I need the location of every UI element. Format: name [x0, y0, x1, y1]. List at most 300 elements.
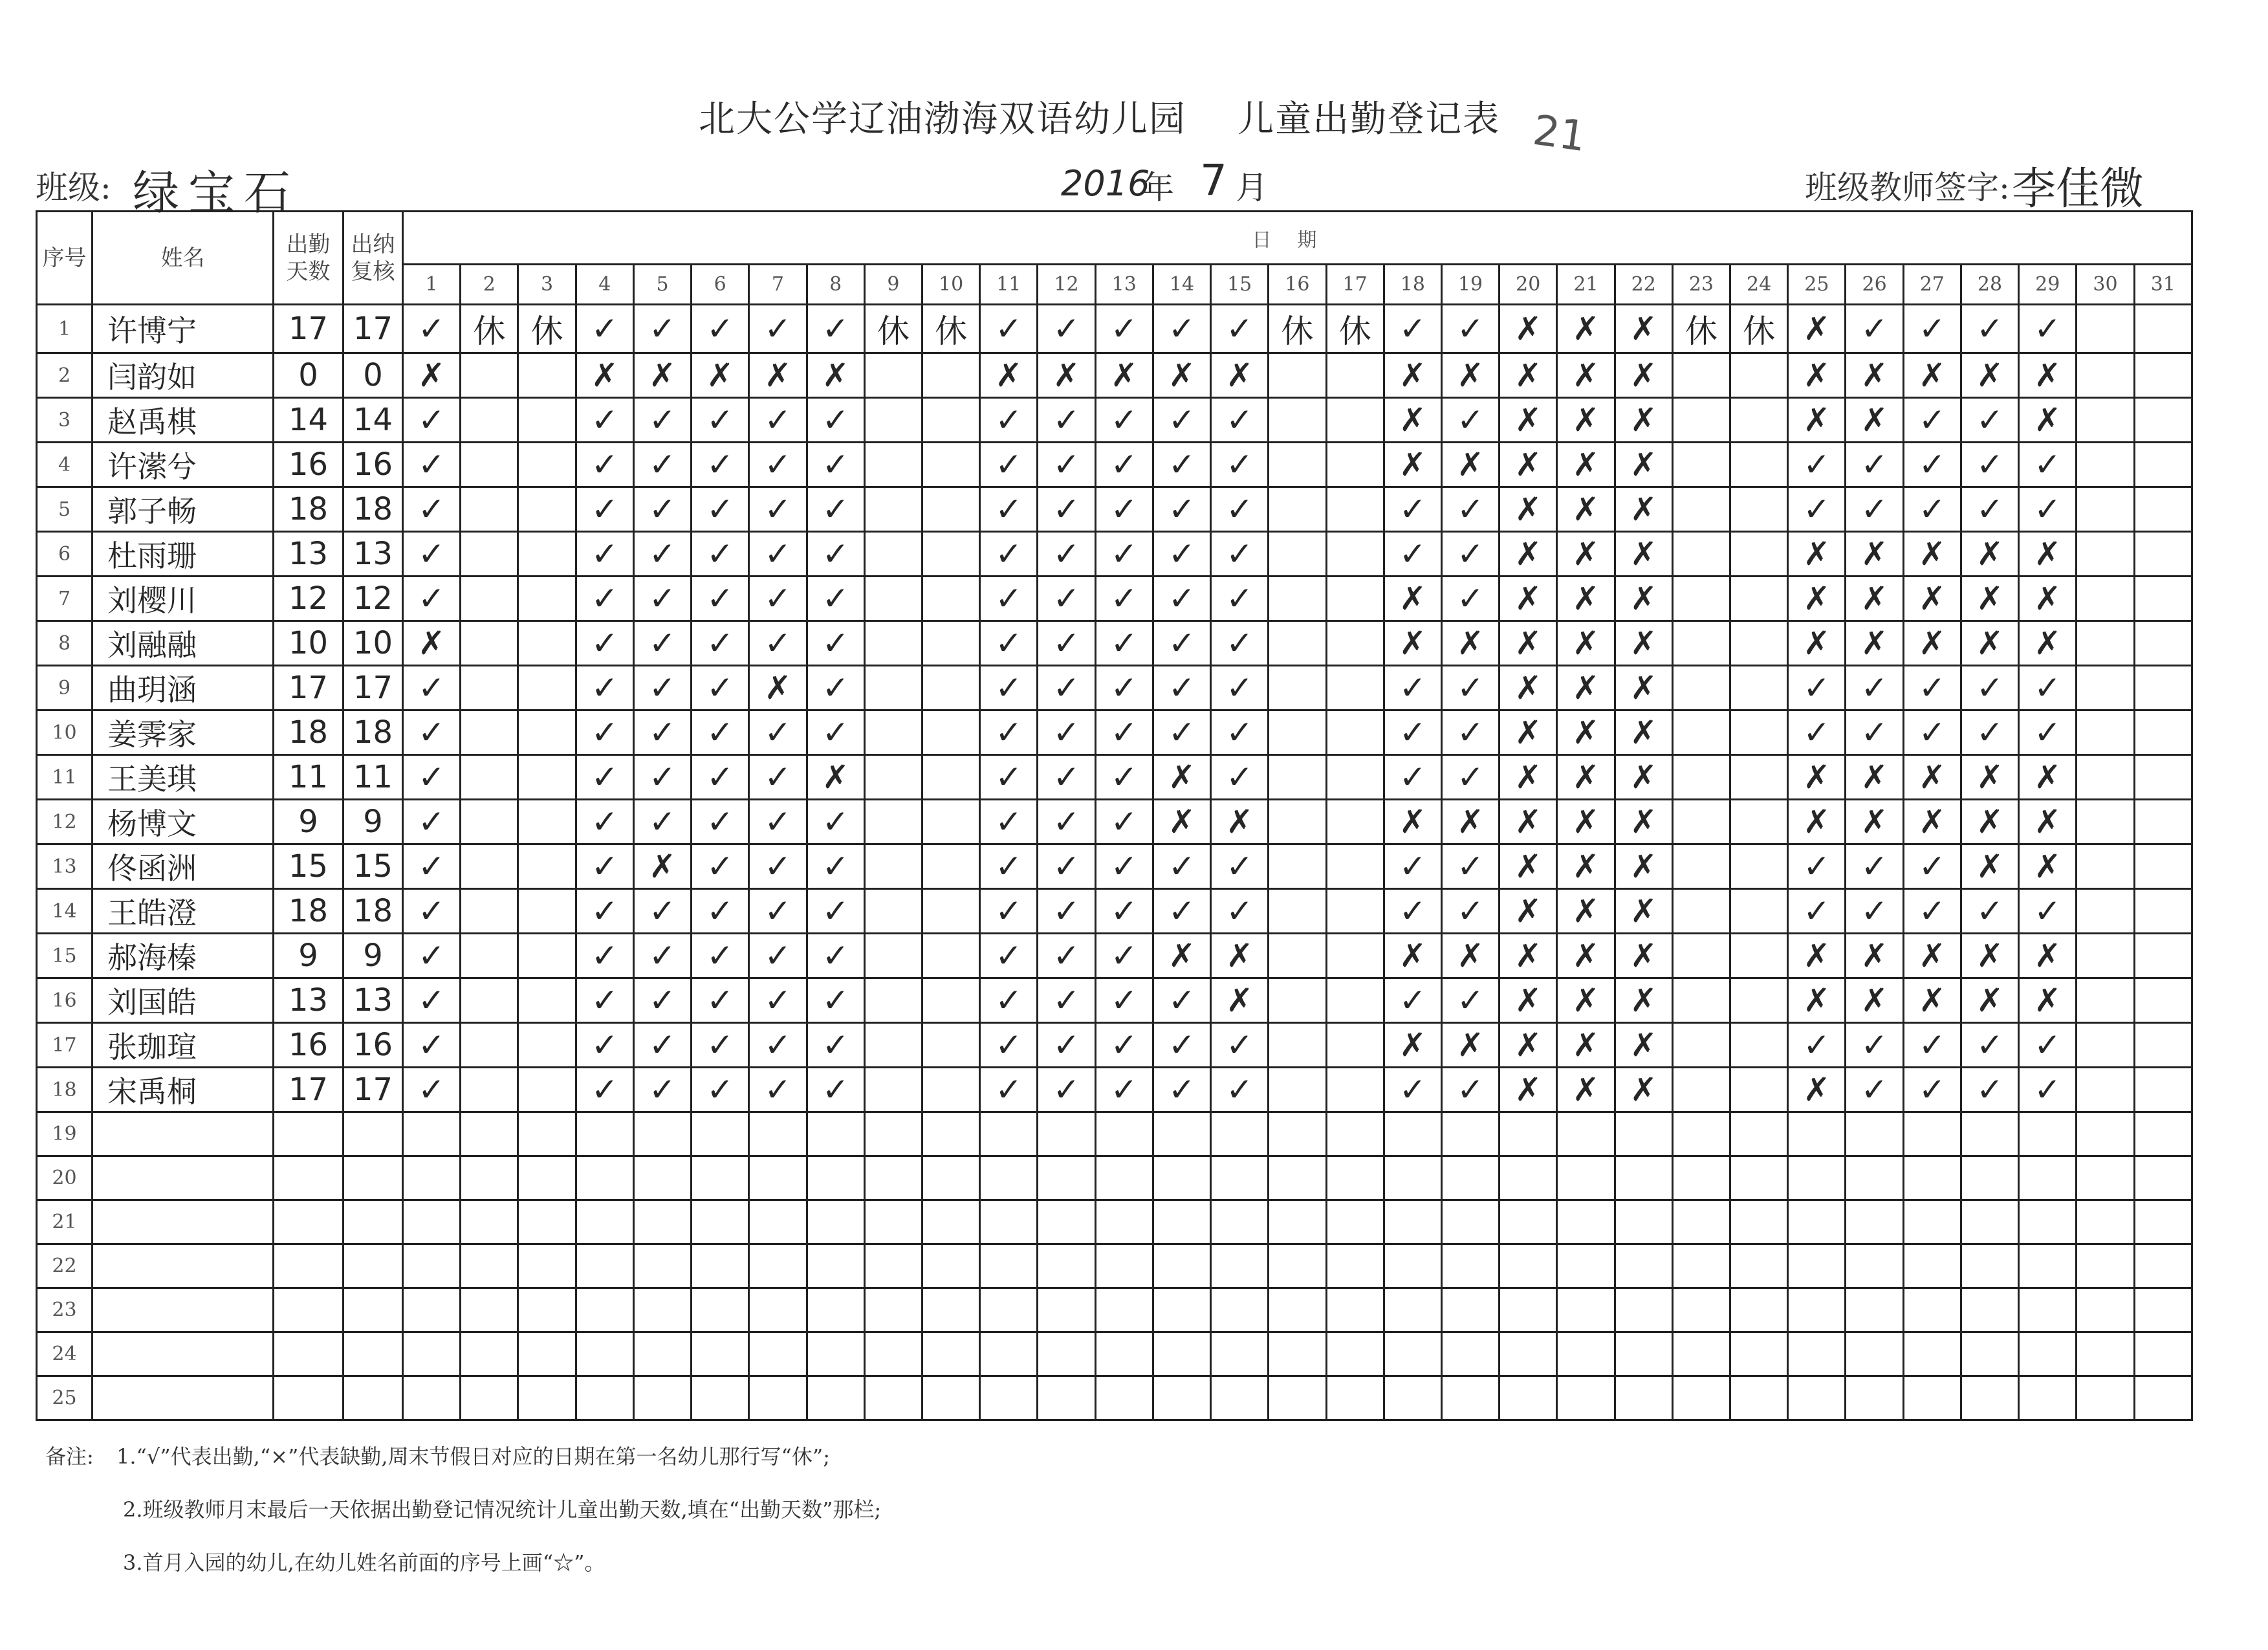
present-mark: ✓	[980, 621, 1038, 666]
day-cell	[864, 755, 922, 800]
absent-mark: ✗	[1441, 621, 1499, 666]
day-cell	[1441, 1112, 1499, 1156]
day-cell	[1038, 1376, 1095, 1420]
attend-days-value	[274, 1288, 343, 1332]
absent-mark: ✗	[1499, 1068, 1557, 1112]
day-cell	[1269, 532, 1326, 577]
day-cell	[1730, 1112, 1788, 1156]
present-mark: ✓	[1095, 1023, 1153, 1068]
absent-mark: ✗	[1557, 398, 1615, 443]
day-cell	[922, 487, 979, 532]
day-cell	[461, 1244, 518, 1288]
present-mark: ✓	[807, 1023, 864, 1068]
attend-days-value	[274, 1244, 343, 1288]
row-seq: 14	[37, 889, 93, 934]
present-mark: ✓	[403, 577, 461, 621]
day-cell	[1269, 978, 1326, 1023]
child-name	[93, 1156, 274, 1200]
day-cell	[1961, 1112, 2018, 1156]
day-cell	[1730, 577, 1788, 621]
present-mark: ✓	[1846, 710, 1903, 755]
day-cell	[1499, 1332, 1557, 1376]
day-cell	[1326, 1376, 1384, 1420]
day-cell	[461, 1156, 518, 1200]
child-name	[93, 1244, 274, 1288]
cashier-check-value	[343, 1200, 403, 1244]
day-cell	[1326, 1156, 1384, 1200]
attend-days-value: 18	[274, 710, 343, 755]
day-cell	[461, 621, 518, 666]
present-mark: ✓	[403, 443, 461, 487]
present-mark: ✓	[1846, 666, 1903, 710]
child-name: 许博宁	[93, 305, 274, 353]
attend-days-value: 13	[274, 532, 343, 577]
day-cell	[1557, 1244, 1615, 1288]
day-cell	[864, 353, 922, 398]
present-mark: ✓	[633, 532, 691, 577]
day-cell	[2077, 398, 2134, 443]
present-mark: ✓	[1903, 889, 1961, 934]
day-cell	[1038, 1200, 1095, 1244]
table-row	[37, 305, 2192, 353]
day-cell	[461, 398, 518, 443]
cashier-check-value: 16	[343, 1023, 403, 1068]
day-header: 11	[980, 265, 1038, 305]
absent-mark: ✗	[1557, 305, 1615, 353]
day-cell	[1730, 978, 1788, 1023]
row-seq: 12	[37, 800, 93, 844]
absent-mark: ✗	[1499, 666, 1557, 710]
present-mark: ✓	[980, 755, 1038, 800]
day-cell	[1730, 398, 1788, 443]
day-cell	[633, 1156, 691, 1200]
day-cell	[633, 1244, 691, 1288]
day-cell	[1095, 1288, 1153, 1332]
present-mark: ✓	[807, 889, 864, 934]
cashier-check-value: 17	[343, 305, 403, 353]
day-cell	[461, 889, 518, 934]
day-cell	[2134, 1112, 2192, 1156]
absent-mark: ✗	[1615, 934, 1672, 978]
attend-days-value: 13	[274, 978, 343, 1023]
day-cell	[1441, 1376, 1499, 1420]
child-name: 刘国皓	[93, 978, 274, 1023]
day-cell	[1672, 487, 1730, 532]
day-cell	[980, 1200, 1038, 1244]
table-row	[37, 1244, 2192, 1288]
present-mark: ✓	[980, 666, 1038, 710]
day-cell	[864, 1332, 922, 1376]
teacher-signature-label: 班级教师签字:	[1805, 169, 2010, 206]
absent-mark: ✗	[1557, 577, 1615, 621]
present-mark: ✓	[692, 755, 749, 800]
absent-mark: ✗	[1961, 800, 2018, 844]
day-cell	[692, 1112, 749, 1156]
attend-days-value	[274, 1200, 343, 1244]
header-cashier-check	[343, 212, 403, 305]
absent-mark: ✗	[1615, 889, 1672, 934]
day-cell	[1903, 1376, 1961, 1420]
attendance-table	[36, 210, 2193, 1421]
present-mark: ✓	[1038, 305, 1095, 353]
child-name: 佟函洲	[93, 844, 274, 889]
day-cell	[576, 1200, 633, 1244]
absent-mark: ✗	[1615, 577, 1672, 621]
present-mark: ✓	[692, 800, 749, 844]
day-cell	[576, 1156, 633, 1200]
day-cell	[1846, 1200, 1903, 1244]
day-header: 27	[1903, 265, 1961, 305]
absent-mark: ✗	[1441, 443, 1499, 487]
day-cell	[749, 1376, 807, 1420]
present-mark: ✓	[403, 487, 461, 532]
absent-mark: ✗	[1903, 934, 1961, 978]
day-header: 10	[922, 265, 979, 305]
absent-mark: ✗	[1441, 800, 1499, 844]
present-mark: ✓	[692, 1068, 749, 1112]
table-row	[37, 889, 2192, 934]
day-cell	[1211, 1156, 1269, 1200]
present-mark: ✓	[633, 487, 691, 532]
day-cell	[864, 487, 922, 532]
day-cell	[1095, 1112, 1153, 1156]
day-cell	[1730, 1200, 1788, 1244]
day-cell	[1961, 1200, 2018, 1244]
day-cell	[2077, 353, 2134, 398]
day-cell	[1730, 1376, 1788, 1420]
day-cell	[864, 710, 922, 755]
day-cell	[1672, 621, 1730, 666]
day-cell	[749, 1200, 807, 1244]
day-cell	[1441, 1200, 1499, 1244]
day-cell	[1326, 353, 1384, 398]
table-row	[37, 487, 2192, 532]
table-row	[37, 844, 2192, 889]
present-mark: ✓	[403, 305, 461, 353]
day-cell	[1326, 666, 1384, 710]
present-mark: ✓	[692, 844, 749, 889]
day-cell	[1557, 1200, 1615, 1244]
absent-mark: ✗	[1499, 755, 1557, 800]
day-cell	[1903, 1112, 1961, 1156]
absent-mark: ✗	[1499, 443, 1557, 487]
day-cell	[1672, 1068, 1730, 1112]
present-mark: ✓	[980, 1068, 1038, 1112]
cashier-check-value: 9	[343, 934, 403, 978]
present-mark: ✓	[1384, 889, 1441, 934]
day-cell	[2077, 1112, 2134, 1156]
attend-days-value: 15	[274, 844, 343, 889]
day-cell	[1326, 800, 1384, 844]
day-cell	[1153, 1156, 1210, 1200]
day-cell	[1326, 1332, 1384, 1376]
absent-mark: ✗	[1153, 800, 1210, 844]
child-name: 曲玥涵	[93, 666, 274, 710]
present-mark: ✓	[1211, 487, 1269, 532]
absent-mark: ✗	[1211, 978, 1269, 1023]
present-mark: ✓	[576, 755, 633, 800]
present-mark: ✓	[1846, 844, 1903, 889]
absent-mark: ✗	[1499, 532, 1557, 577]
row-seq: 18	[37, 1068, 93, 1112]
day-cell	[633, 1332, 691, 1376]
present-mark: ✓	[1038, 755, 1095, 800]
day-header: 3	[518, 265, 576, 305]
present-mark: ✓	[749, 1068, 807, 1112]
present-mark: ✓	[1846, 889, 1903, 934]
day-cell	[1153, 1376, 1210, 1420]
day-cell	[1499, 1112, 1557, 1156]
present-mark: ✓	[807, 487, 864, 532]
absent-mark: ✗	[1038, 353, 1095, 398]
child-name: 王美琪	[93, 755, 274, 800]
present-mark: ✓	[2019, 443, 2077, 487]
day-cell	[1961, 1156, 2018, 1200]
attend-days-value: 11	[274, 755, 343, 800]
present-mark: ✓	[807, 398, 864, 443]
row-seq: 10	[37, 710, 93, 755]
absent-mark: ✗	[1441, 1023, 1499, 1068]
day-cell	[1153, 1112, 1210, 1156]
present-mark: ✓	[1384, 710, 1441, 755]
header-date: 日期	[403, 212, 2192, 265]
day-cell	[2077, 443, 2134, 487]
day-cell	[2019, 1288, 2077, 1332]
present-mark: ✓	[576, 710, 633, 755]
present-mark: ✓	[980, 398, 1038, 443]
absent-mark: ✗	[1788, 532, 1846, 577]
day-header: 14	[1153, 265, 1210, 305]
day-cell	[518, 710, 576, 755]
day-cell	[807, 1332, 864, 1376]
present-mark: ✓	[749, 487, 807, 532]
day-cell	[461, 1068, 518, 1112]
absent-mark: ✗	[1903, 978, 1961, 1023]
day-cell	[403, 1332, 461, 1376]
day-cell	[1672, 1244, 1730, 1288]
present-mark: ✓	[1038, 1023, 1095, 1068]
day-cell	[1384, 1156, 1441, 1200]
day-cell	[1672, 1376, 1730, 1420]
child-name: 杜雨珊	[93, 532, 274, 577]
day-cell	[1846, 1288, 1903, 1332]
present-mark: ✓	[403, 1023, 461, 1068]
present-mark: ✓	[1441, 755, 1499, 800]
day-cell	[1269, 353, 1326, 398]
row-seq: 20	[37, 1156, 93, 1200]
present-mark: ✓	[692, 621, 749, 666]
absent-mark: ✗	[1846, 934, 1903, 978]
absent-mark: ✗	[1961, 934, 2018, 978]
day-cell	[1557, 1376, 1615, 1420]
present-mark: ✓	[1441, 305, 1499, 353]
present-mark: ✓	[1095, 532, 1153, 577]
present-mark: ✓	[1961, 710, 2018, 755]
absent-mark: ✗	[1615, 666, 1672, 710]
day-header: 4	[576, 265, 633, 305]
rest-mark: 休	[1672, 305, 1730, 353]
day-cell	[922, 1023, 979, 1068]
rest-mark: 休	[864, 305, 922, 353]
day-header: 16	[1269, 265, 1326, 305]
day-cell	[980, 1288, 1038, 1332]
present-mark: ✓	[1211, 844, 1269, 889]
day-header: 25	[1788, 265, 1846, 305]
absent-mark: ✗	[1211, 800, 1269, 844]
present-mark: ✓	[749, 800, 807, 844]
present-mark: ✓	[576, 577, 633, 621]
absent-mark: ✗	[1557, 800, 1615, 844]
child-name	[93, 1200, 274, 1244]
present-mark: ✓	[1211, 305, 1269, 353]
day-cell	[807, 1156, 864, 1200]
attend-days-value: 9	[274, 800, 343, 844]
present-mark: ✓	[1788, 844, 1846, 889]
rest-mark: 休	[461, 305, 518, 353]
day-cell	[1211, 1288, 1269, 1332]
present-mark: ✓	[980, 1023, 1038, 1068]
day-cell	[692, 1332, 749, 1376]
present-mark: ✓	[1038, 398, 1095, 443]
absent-mark: ✗	[1846, 532, 1903, 577]
day-cell	[461, 577, 518, 621]
day-cell	[461, 1332, 518, 1376]
attend-days-value	[274, 1376, 343, 1420]
present-mark: ✓	[1961, 889, 2018, 934]
day-cell	[518, 978, 576, 1023]
day-cell	[2077, 577, 2134, 621]
present-mark: ✓	[749, 934, 807, 978]
present-mark: ✓	[1095, 710, 1153, 755]
absent-mark: ✗	[1788, 978, 1846, 1023]
present-mark: ✓	[633, 800, 691, 844]
day-cell	[1672, 577, 1730, 621]
attend-days-value: 12	[274, 577, 343, 621]
day-cell	[2134, 800, 2192, 844]
absent-mark: ✗	[1788, 305, 1846, 353]
absent-mark: ✗	[1615, 978, 1672, 1023]
day-cell	[922, 978, 979, 1023]
cashier-check-value: 10	[343, 621, 403, 666]
day-cell	[922, 1288, 979, 1332]
day-cell	[1269, 621, 1326, 666]
day-cell	[633, 1112, 691, 1156]
cashier-check-value: 12	[343, 577, 403, 621]
absent-mark: ✗	[1846, 621, 1903, 666]
day-cell	[692, 1244, 749, 1288]
present-mark: ✓	[576, 978, 633, 1023]
present-mark: ✓	[403, 800, 461, 844]
cashier-check-value: 9	[343, 800, 403, 844]
absent-mark: ✗	[1499, 1023, 1557, 1068]
absent-mark: ✗	[1499, 577, 1557, 621]
absent-mark: ✗	[1557, 844, 1615, 889]
present-mark: ✓	[807, 800, 864, 844]
day-cell	[1730, 1023, 1788, 1068]
day-header: 1	[403, 265, 461, 305]
present-mark: ✓	[633, 666, 691, 710]
absent-mark: ✗	[403, 353, 461, 398]
day-cell	[2019, 1156, 2077, 1200]
day-header: 26	[1846, 265, 1903, 305]
day-cell	[518, 1200, 576, 1244]
present-mark: ✓	[1153, 621, 1210, 666]
day-cell	[1846, 1244, 1903, 1288]
present-mark: ✓	[1038, 621, 1095, 666]
day-cell	[518, 1244, 576, 1288]
day-cell	[518, 1376, 576, 1420]
present-mark: ✓	[749, 978, 807, 1023]
day-cell	[633, 1200, 691, 1244]
day-cell	[864, 577, 922, 621]
present-mark: ✓	[2019, 889, 2077, 934]
day-cell	[1384, 1288, 1441, 1332]
day-cell	[922, 1112, 979, 1156]
present-mark: ✓	[1846, 305, 1903, 353]
absent-mark: ✗	[1615, 353, 1672, 398]
present-mark: ✓	[1788, 666, 1846, 710]
present-mark: ✓	[692, 443, 749, 487]
day-cell	[633, 1376, 691, 1420]
day-cell	[2134, 353, 2192, 398]
day-cell	[2134, 1200, 2192, 1244]
header-name: 姓名	[93, 212, 274, 305]
absent-mark: ✗	[1961, 621, 2018, 666]
present-mark: ✓	[1211, 532, 1269, 577]
present-mark: ✓	[1095, 305, 1153, 353]
day-cell	[922, 1068, 979, 1112]
present-mark: ✓	[1038, 800, 1095, 844]
day-cell	[1269, 1244, 1326, 1288]
present-mark: ✓	[633, 305, 691, 353]
day-cell	[1730, 353, 1788, 398]
day-cell	[922, 934, 979, 978]
cashier-check-value: 13	[343, 978, 403, 1023]
rest-mark: 休	[1326, 305, 1384, 353]
day-cell	[518, 666, 576, 710]
present-mark: ✓	[1903, 666, 1961, 710]
day-cell	[1672, 1112, 1730, 1156]
absent-mark: ✗	[1615, 305, 1672, 353]
day-cell	[518, 1156, 576, 1200]
present-mark: ✓	[1788, 487, 1846, 532]
present-mark: ✓	[980, 487, 1038, 532]
present-mark: ✓	[1441, 710, 1499, 755]
row-seq: 15	[37, 934, 93, 978]
attend-days-value: 17	[274, 1068, 343, 1112]
present-mark: ✓	[1211, 666, 1269, 710]
day-cell	[461, 978, 518, 1023]
present-mark: ✓	[1961, 487, 2018, 532]
day-cell	[403, 1376, 461, 1420]
day-cell	[2077, 710, 2134, 755]
handwritten-page-number: 21	[1530, 106, 1589, 162]
day-cell	[922, 621, 979, 666]
present-mark: ✓	[1095, 443, 1153, 487]
day-cell	[461, 710, 518, 755]
rest-mark: 休	[1269, 305, 1326, 353]
attend-days-value	[274, 1156, 343, 1200]
absent-mark: ✗	[1615, 1068, 1672, 1112]
present-mark: ✓	[1384, 666, 1441, 710]
note-2: 2.班级教师月末最后一天依据出勤登记情况统计儿童出勤天数,填在“出勤天数”那栏;	[123, 1497, 882, 1522]
table-row	[37, 353, 2192, 398]
absent-mark: ✗	[1384, 621, 1441, 666]
present-mark: ✓	[749, 443, 807, 487]
row-seq: 13	[37, 844, 93, 889]
absent-mark: ✗	[1557, 666, 1615, 710]
day-cell	[518, 398, 576, 443]
